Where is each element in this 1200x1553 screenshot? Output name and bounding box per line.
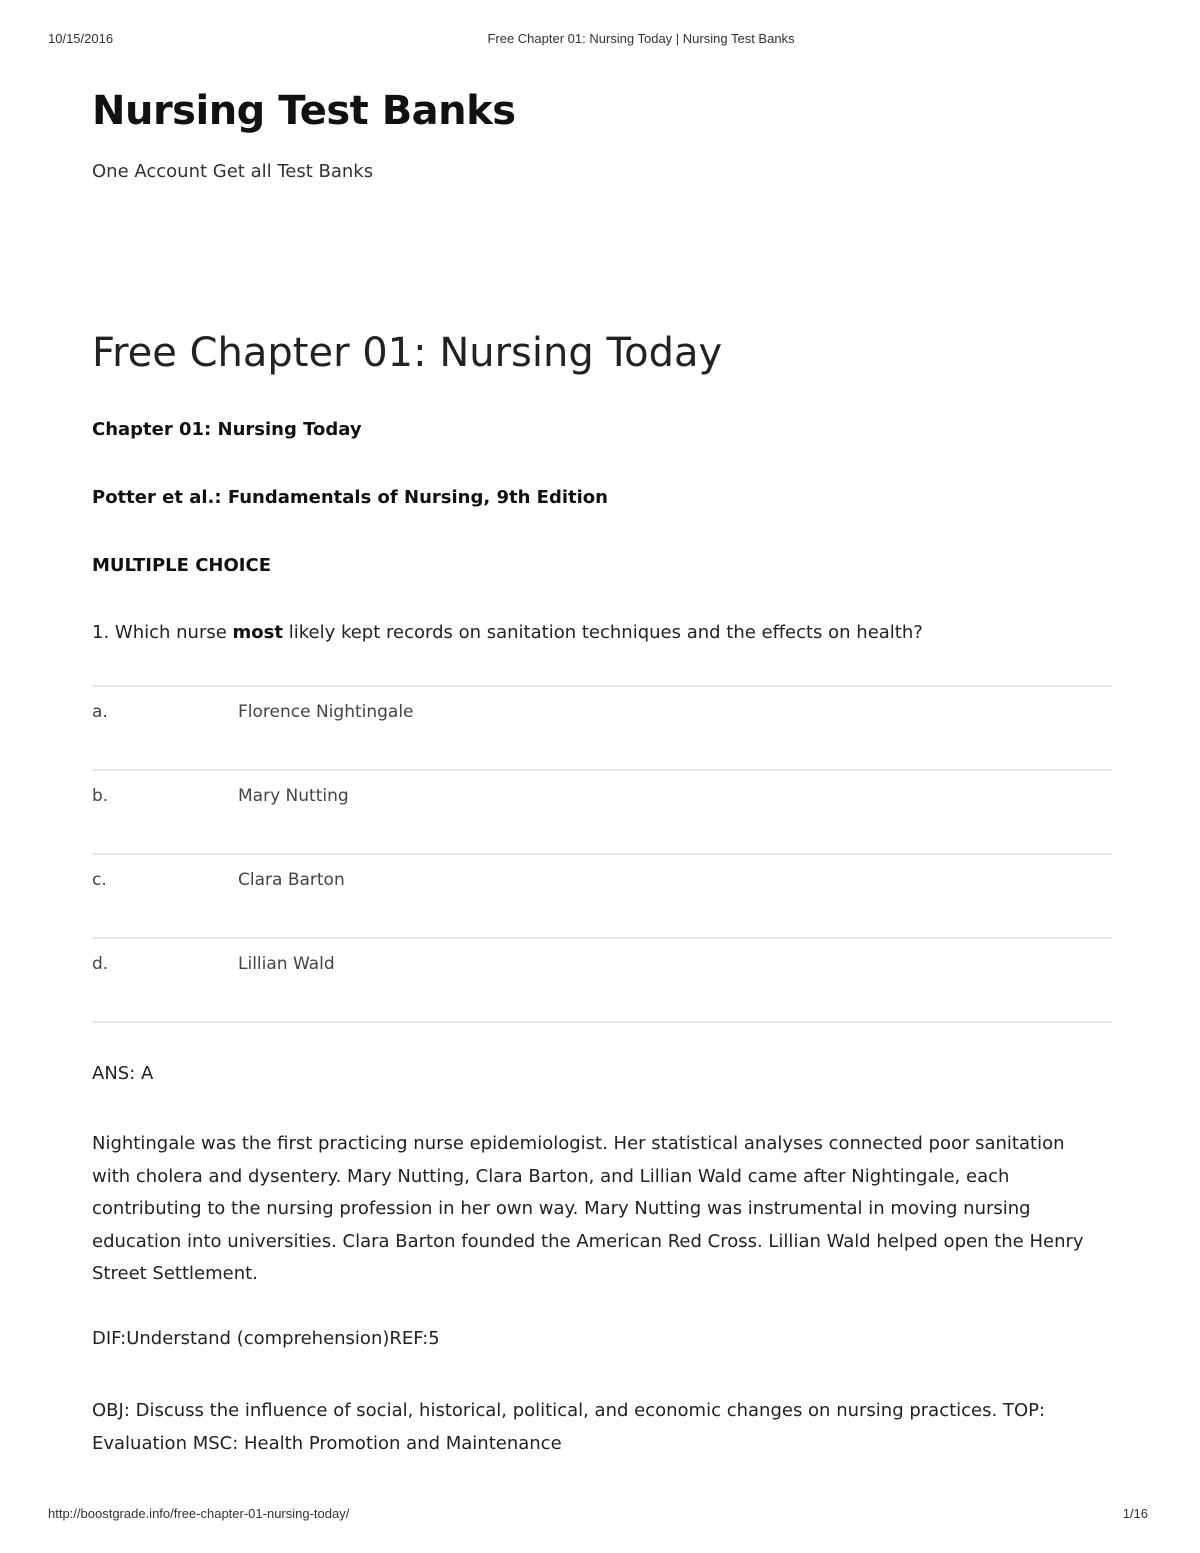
chapter-heading: Chapter 01: Nursing Today: [92, 419, 362, 440]
option-row: [92, 855, 1112, 939]
option-row: [92, 687, 1112, 771]
option-text: Florence Nightingale: [238, 702, 414, 722]
rationale-paragraph: Nightingale was the first practicing nurse epidemiologist. Her statistical analyses connected poor sanitation with cholera and dysentery. Mary Nutting, Clara Barton, and Lillian Wald came after Nightingale, each contributing to the nursing profession in her own way. Mary Nutting was instrumental in moving nursing education into universities. Clara Barton founded the American Red Cross. Lillian Wald helped open the Henry Street Settlement.: [92, 1133, 1084, 1285]
option-letter: a.: [92, 702, 108, 722]
option-letter: d.: [92, 954, 109, 974]
site-tagline: One Account Get all Test Banks: [92, 161, 374, 182]
answer-options-table: [92, 685, 1112, 1023]
section-heading: MULTIPLE CHOICE: [92, 555, 271, 576]
option-row: [92, 939, 1112, 1023]
option-text: Clara Barton: [238, 870, 345, 890]
print-page-title: Free Chapter 01: Nursing Today | Nursing Test Banks: [487, 31, 795, 46]
option-row: [92, 771, 1112, 855]
option-text: Lillian Wald: [238, 954, 335, 974]
option-letter: c.: [92, 870, 107, 890]
difficulty-reference: DIF:Understand (comprehension)REF:5: [92, 1328, 440, 1349]
answer-key: ANS: A: [92, 1063, 154, 1084]
question-text: [92, 622, 923, 643]
question-text-end: likely kept records on sanitation techniques and the effects on health?: [282, 622, 923, 643]
book-reference: Potter et al.: Fundamentals of Nursing, 9th Edition: [92, 487, 608, 508]
site-title[interactable]: Nursing Test Banks: [92, 88, 516, 134]
print-date: 10/15/2016: [48, 31, 114, 46]
option-text: Mary Nutting: [238, 786, 349, 806]
post-title: Free Chapter 01: Nursing Today: [92, 330, 723, 376]
question-text-start: 1. Which nurse: [92, 622, 233, 643]
question-emphasis: most: [232, 622, 283, 643]
option-letter: b.: [92, 786, 109, 806]
print-url[interactable]: http://boostgrade.info/free-chapter-01-nursing-today/: [48, 1506, 350, 1521]
objective-paragraph: OBJ: Discuss the influence of social, historical, political, and economic changes on nursing practices. TOP: Evaluation MSC: Health Promotion and Maintenance: [92, 1400, 1046, 1454]
print-page-number: 1/16: [1122, 1506, 1148, 1521]
